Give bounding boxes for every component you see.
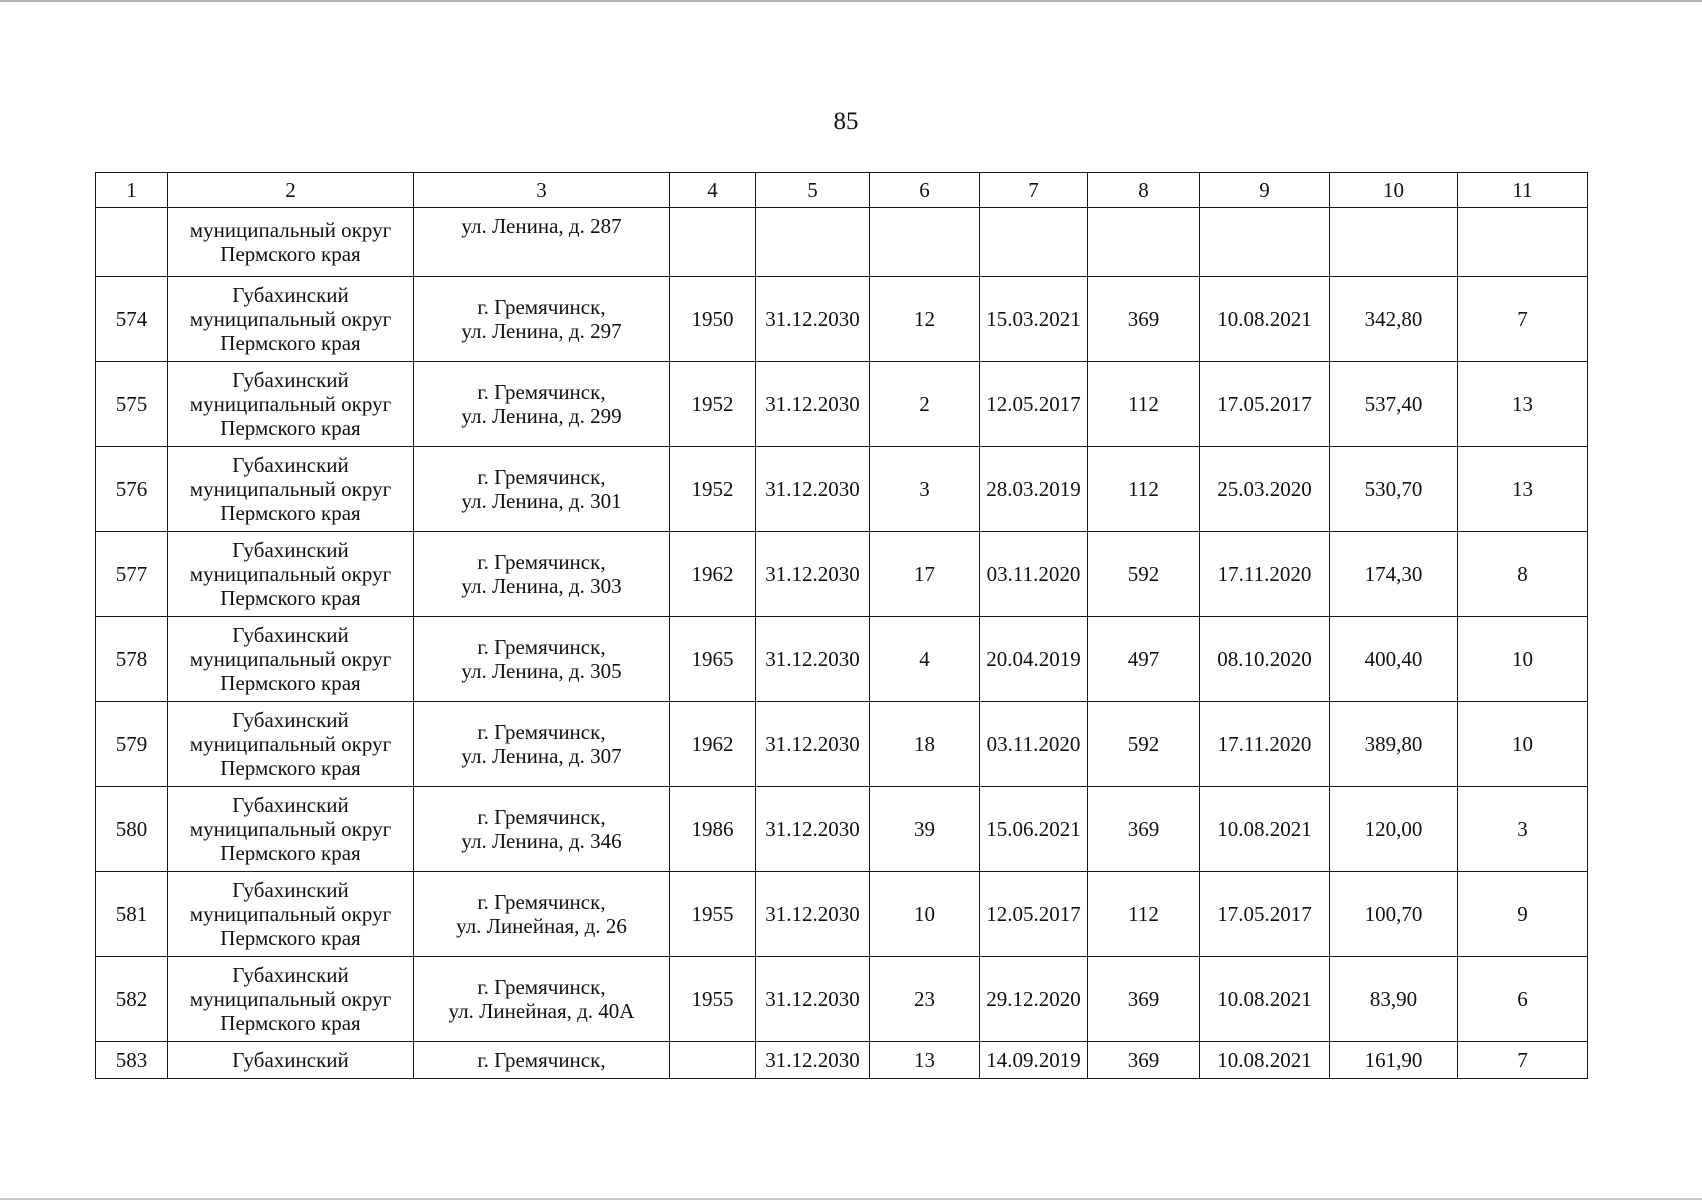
cell-col11: 13	[1458, 447, 1588, 532]
cell-col8: 369	[1088, 1042, 1200, 1079]
cell-col6: 23	[870, 957, 980, 1042]
table-row	[96, 1042, 1588, 1079]
scan-top-edge	[0, 0, 1702, 2]
cell-area	[1330, 208, 1458, 277]
address-line: г. Гремячинск,	[477, 380, 606, 404]
cell-area: 100,70	[1330, 872, 1458, 957]
cell-date2: 25.03.2020	[1200, 447, 1330, 532]
cell-num	[96, 208, 168, 277]
cell-municipality	[168, 208, 414, 277]
column-header-2: 2	[168, 173, 414, 208]
cell-address	[414, 617, 670, 702]
address-line: г. Гремячинск,	[477, 550, 606, 574]
table-row	[96, 787, 1588, 872]
cell-date2: 17.11.2020	[1200, 532, 1330, 617]
municipality-line: Пермского края	[220, 331, 361, 355]
table-body	[96, 208, 1588, 1079]
cell-date2: 17.05.2017	[1200, 362, 1330, 447]
cell-col11	[1458, 208, 1588, 277]
cell-municipality	[168, 957, 414, 1042]
table-row	[96, 872, 1588, 957]
address-line: ул. Ленина, д. 299	[461, 404, 622, 428]
municipality-line: Губахинский	[232, 623, 349, 647]
address-line: г. Гремячинск,	[477, 720, 606, 744]
address-line: ул. Ленина, д. 305	[461, 659, 622, 683]
column-header-1: 1	[96, 173, 168, 208]
cell-date2: 10.08.2021	[1200, 1042, 1330, 1079]
cell-municipality	[168, 1042, 414, 1079]
cell-address	[414, 447, 670, 532]
cell-deadline: 31.12.2030	[756, 447, 870, 532]
cell-municipality	[168, 872, 414, 957]
cell-col6: 10	[870, 872, 980, 957]
cell-deadline: 31.12.2030	[756, 702, 870, 787]
municipality-line: муниципальный округ	[189, 477, 392, 501]
cell-date1: 20.04.2019	[980, 617, 1088, 702]
cell-date1: 29.12.2020	[980, 957, 1088, 1042]
address-line: г. Гремячинск,	[477, 890, 606, 914]
cell-municipality	[168, 532, 414, 617]
header-row	[96, 173, 1588, 208]
cell-col11: 10	[1458, 702, 1588, 787]
cell-num: 579	[96, 702, 168, 787]
table-row	[96, 617, 1588, 702]
address-line: ул. Линейная, д. 26	[456, 914, 627, 938]
cell-date1	[980, 208, 1088, 277]
cell-col6: 3	[870, 447, 980, 532]
municipality-line: Губахинский	[232, 878, 349, 902]
cell-col6	[870, 208, 980, 277]
cell-col8: 592	[1088, 532, 1200, 617]
address-line: г. Гремячинск,	[477, 805, 606, 829]
address-line: ул. Ленина, д. 303	[461, 574, 622, 598]
cell-deadline	[756, 208, 870, 277]
cell-address	[414, 208, 670, 277]
address-line: г. Гремячинск,	[477, 1048, 606, 1072]
address-line: ул. Ленина, д. 301	[461, 489, 622, 513]
table-row	[96, 957, 1588, 1042]
municipality-line: муниципальный округ	[189, 562, 392, 586]
cell-col11: 8	[1458, 532, 1588, 617]
cell-address	[414, 787, 670, 872]
cell-col6: 12	[870, 277, 980, 362]
municipality-line: Губахинский	[232, 708, 349, 732]
cell-num: 580	[96, 787, 168, 872]
cell-date1: 03.11.2020	[980, 702, 1088, 787]
cell-num: 578	[96, 617, 168, 702]
cell-address	[414, 1042, 670, 1079]
municipality-line: Пермского края	[220, 242, 361, 266]
cell-area: 537,40	[1330, 362, 1458, 447]
cell-year: 1952	[670, 447, 756, 532]
cell-col8	[1088, 208, 1200, 277]
cell-date2: 17.11.2020	[1200, 702, 1330, 787]
cell-deadline: 31.12.2030	[756, 532, 870, 617]
cell-col8: 592	[1088, 702, 1200, 787]
cell-area: 389,80	[1330, 702, 1458, 787]
cell-year	[670, 1042, 756, 1079]
cell-year: 1955	[670, 957, 756, 1042]
table-row	[96, 447, 1588, 532]
cell-date2: 10.08.2021	[1200, 957, 1330, 1042]
municipality-line: Пермского края	[220, 926, 361, 950]
cell-num: 574	[96, 277, 168, 362]
municipality-line: Губахинский	[232, 453, 349, 477]
cell-area: 342,80	[1330, 277, 1458, 362]
column-header-4: 4	[670, 173, 756, 208]
cell-year: 1986	[670, 787, 756, 872]
cell-area: 400,40	[1330, 617, 1458, 702]
address-line: г. Гремячинск,	[477, 295, 606, 319]
cell-col11: 7	[1458, 1042, 1588, 1079]
cell-date1: 15.03.2021	[980, 277, 1088, 362]
cell-num: 575	[96, 362, 168, 447]
cell-date1: 15.06.2021	[980, 787, 1088, 872]
municipality-line: муниципальный округ	[189, 987, 392, 1011]
cell-area: 161,90	[1330, 1042, 1458, 1079]
municipality-line: Губахинский	[232, 793, 349, 817]
cell-deadline: 31.12.2030	[756, 617, 870, 702]
cell-address	[414, 277, 670, 362]
address-line: г. Гремячинск,	[477, 975, 606, 999]
cell-address	[414, 872, 670, 957]
municipality-line: Губахинский	[232, 283, 349, 307]
cell-col8: 112	[1088, 362, 1200, 447]
cell-area: 530,70	[1330, 447, 1458, 532]
municipality-line: Губахинский	[232, 368, 349, 392]
municipality-line: Пермского края	[220, 841, 361, 865]
table-header	[96, 173, 1588, 208]
municipality-line: муниципальный округ	[189, 307, 392, 331]
municipality-line: муниципальный округ	[189, 732, 392, 756]
municipality-line: Пермского края	[220, 671, 361, 695]
cell-year: 1950	[670, 277, 756, 362]
cell-col11: 7	[1458, 277, 1588, 362]
address-line: г. Гремячинск,	[477, 635, 606, 659]
municipality-line: муниципальный округ	[189, 647, 392, 671]
cell-municipality	[168, 447, 414, 532]
address-line: ул. Ленина, д. 297	[461, 319, 622, 343]
cell-date2: 10.08.2021	[1200, 277, 1330, 362]
table-row	[96, 702, 1588, 787]
housing-register-table	[95, 172, 1588, 1079]
cell-date1: 28.03.2019	[980, 447, 1088, 532]
municipality-line: Пермского края	[220, 756, 361, 780]
column-header-3: 3	[414, 173, 670, 208]
cell-col6: 18	[870, 702, 980, 787]
cell-deadline: 31.12.2030	[756, 872, 870, 957]
column-header-8: 8	[1088, 173, 1200, 208]
cell-address	[414, 532, 670, 617]
municipality-line: муниципальный округ	[189, 817, 392, 841]
cell-col8: 112	[1088, 447, 1200, 532]
cell-date1: 12.05.2017	[980, 872, 1088, 957]
address-line: ул. Линейная, д. 40А	[448, 999, 635, 1023]
cell-date2	[1200, 208, 1330, 277]
cell-col6: 4	[870, 617, 980, 702]
municipality-line: Губахинский	[232, 1048, 349, 1072]
cell-year: 1962	[670, 532, 756, 617]
municipality-line: Пермского края	[220, 1011, 361, 1035]
address-line: ул. Ленина, д. 287	[461, 214, 622, 238]
cell-area: 120,00	[1330, 787, 1458, 872]
cell-col8: 369	[1088, 957, 1200, 1042]
cell-col8: 369	[1088, 277, 1200, 362]
cell-date1: 14.09.2019	[980, 1042, 1088, 1079]
municipality-line: Губахинский	[232, 963, 349, 987]
cell-date2: 08.10.2020	[1200, 617, 1330, 702]
column-header-7: 7	[980, 173, 1088, 208]
cell-municipality	[168, 787, 414, 872]
cell-date2: 10.08.2021	[1200, 787, 1330, 872]
table-row	[96, 532, 1588, 617]
cell-col6: 2	[870, 362, 980, 447]
cell-year	[670, 208, 756, 277]
cell-col11: 6	[1458, 957, 1588, 1042]
column-header-11: 11	[1458, 173, 1588, 208]
table-row	[96, 277, 1588, 362]
cell-municipality	[168, 617, 414, 702]
cell-col11: 10	[1458, 617, 1588, 702]
municipality-line: муниципальный округ	[189, 392, 392, 416]
cell-num: 582	[96, 957, 168, 1042]
cell-col11: 13	[1458, 362, 1588, 447]
cell-col6: 17	[870, 532, 980, 617]
column-header-5: 5	[756, 173, 870, 208]
continuation-row	[96, 208, 1588, 277]
cell-year: 1965	[670, 617, 756, 702]
cell-municipality	[168, 702, 414, 787]
column-header-6: 6	[870, 173, 980, 208]
table-row	[96, 362, 1588, 447]
cell-deadline: 31.12.2030	[756, 1042, 870, 1079]
cell-year: 1952	[670, 362, 756, 447]
cell-date2: 17.05.2017	[1200, 872, 1330, 957]
column-header-10: 10	[1330, 173, 1458, 208]
cell-col8: 369	[1088, 787, 1200, 872]
municipality-line: Губахинский	[232, 538, 349, 562]
cell-year: 1955	[670, 872, 756, 957]
column-header-9: 9	[1200, 173, 1330, 208]
cell-col11: 9	[1458, 872, 1588, 957]
municipality-line: муниципальный округ	[189, 902, 392, 926]
cell-address	[414, 957, 670, 1042]
cell-num: 583	[96, 1042, 168, 1079]
cell-date1: 03.11.2020	[980, 532, 1088, 617]
municipality-line: Пермского края	[220, 416, 361, 440]
cell-num: 577	[96, 532, 168, 617]
cell-area: 83,90	[1330, 957, 1458, 1042]
cell-col11: 3	[1458, 787, 1588, 872]
cell-deadline: 31.12.2030	[756, 277, 870, 362]
cell-num: 576	[96, 447, 168, 532]
cell-municipality	[168, 362, 414, 447]
address-line: ул. Ленина, д. 307	[461, 744, 622, 768]
cell-deadline: 31.12.2030	[756, 957, 870, 1042]
cell-address	[414, 362, 670, 447]
cell-num: 581	[96, 872, 168, 957]
municipality-line: Пермского края	[220, 586, 361, 610]
cell-date1: 12.05.2017	[980, 362, 1088, 447]
cell-municipality	[168, 277, 414, 362]
cell-address	[414, 702, 670, 787]
cell-area: 174,30	[1330, 532, 1458, 617]
cell-year: 1962	[670, 702, 756, 787]
cell-col8: 497	[1088, 617, 1200, 702]
cell-deadline: 31.12.2030	[756, 787, 870, 872]
cell-deadline: 31.12.2030	[756, 362, 870, 447]
page-number: 85	[833, 108, 859, 135]
address-line: ул. Ленина, д. 346	[461, 829, 622, 853]
address-line: г. Гремячинск,	[477, 465, 606, 489]
municipality-line: Пермского края	[220, 501, 361, 525]
cell-col8: 112	[1088, 872, 1200, 957]
cell-col6: 13	[870, 1042, 980, 1079]
cell-col6: 39	[870, 787, 980, 872]
municipality-line: муниципальный округ	[189, 218, 392, 242]
